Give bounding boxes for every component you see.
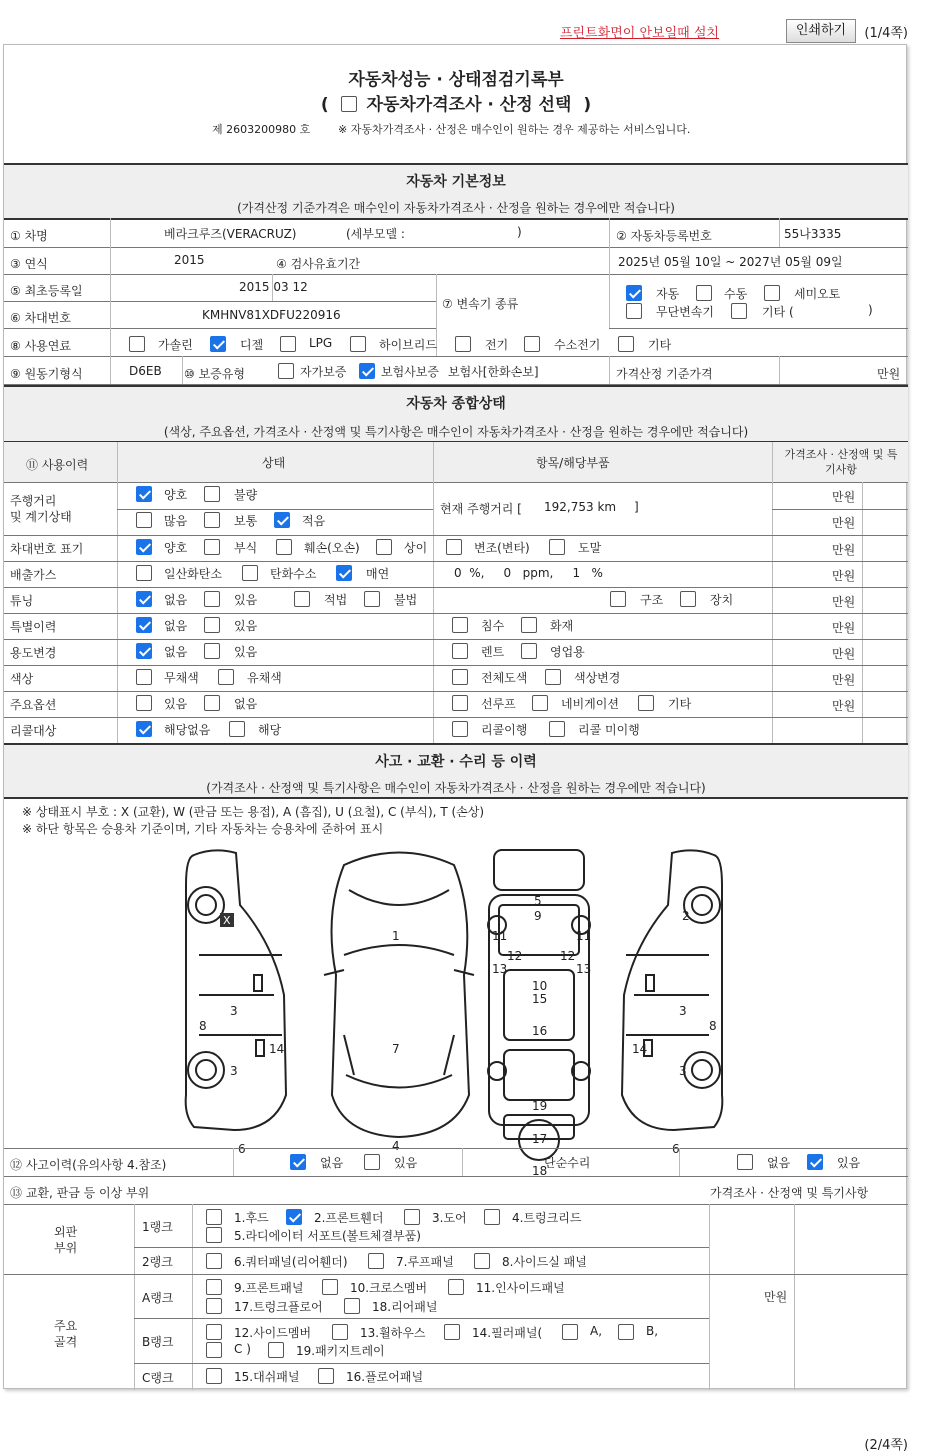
engine-type-value: D6EB [129, 364, 162, 378]
svg-text:16: 16 [532, 1024, 548, 1038]
fuel-diesel-label: 디젤 [240, 338, 264, 352]
special-exist-checkbox[interactable] [204, 617, 220, 633]
svg-text:8: 8 [199, 1019, 207, 1033]
simple-none-checkbox[interactable] [737, 1154, 753, 1170]
part-pillar-checkbox[interactable] [444, 1324, 460, 1340]
color-change-checkbox[interactable] [545, 669, 561, 685]
emission-hc-checkbox[interactable] [242, 565, 258, 581]
svg-text:11: 11 [492, 929, 508, 943]
accident-none-label: 없음 [320, 1156, 344, 1170]
tuning-legal-label: 적법 [324, 593, 348, 607]
vin-painted-label: 도말 [578, 541, 602, 555]
meter-bad-checkbox[interactable] [204, 486, 220, 502]
accident-title: 사고 · 교환 · 수리 등 이력 [375, 754, 537, 770]
rankC-label: C랭크 [142, 1371, 174, 1385]
outer-panel-label-2: 부위 [54, 1241, 78, 1255]
color-label: 색상 [10, 672, 34, 686]
tuning-none-checkbox[interactable] [136, 591, 152, 607]
color-achromatic-label: 무채색 [164, 671, 199, 685]
simple-repair-label: 단순수리 [544, 1156, 591, 1170]
emission-smoke-label: 매연 [366, 567, 390, 581]
trans-cvt-label: 무단변속기 [656, 305, 714, 319]
tuning-structure-label: 구조 [640, 593, 664, 607]
fuel-gasoline-label: 가솔린 [158, 338, 193, 352]
vin-corrosion-checkbox[interactable] [204, 539, 220, 555]
exchange-label: ⑬ 교환, 판금 등 이상 부위 [10, 1186, 150, 1200]
part-hood-label: 1.후드 [234, 1211, 269, 1225]
special-exist-label: 있음 [234, 619, 258, 633]
trans-manual-checkbox[interactable] [696, 285, 712, 301]
color-chromatic-checkbox[interactable] [218, 669, 234, 685]
usage-exist-checkbox[interactable] [204, 643, 220, 659]
basic-info-header [4, 163, 908, 218]
warranty-label: ⑩ 보증유형 [184, 367, 245, 381]
current-mileage-close: ] [634, 500, 639, 514]
option-exist-checkbox[interactable] [136, 695, 152, 711]
document-note: ※ 자동차가격조사 · 산정은 매수인이 원하는 경우 제공하는 서비스입니다. [338, 123, 691, 136]
vin-painted-checkbox[interactable] [549, 539, 565, 555]
part-crossmember-label: 10.크로스멤버 [350, 1281, 428, 1295]
option-exist-label: 있음 [164, 697, 188, 711]
svg-text:3: 3 [230, 1064, 238, 1078]
recall-notdone-label: 리콜 미이행 [578, 723, 640, 737]
special-fire-checkbox[interactable] [521, 617, 537, 633]
rankB-label: B랭크 [142, 1335, 174, 1349]
usage-price: 만원 [832, 647, 856, 661]
meter-bad-label: 불량 [234, 488, 258, 502]
model-year-value: 2015 [174, 253, 205, 267]
current-mileage-label: 현재 주행거리 [ [440, 502, 522, 516]
status-header [4, 385, 908, 441]
rank1-label: 1랭크 [142, 1220, 173, 1234]
svg-text:15: 15 [532, 992, 548, 1006]
part-pillar-label: 14.필러패널( [472, 1326, 543, 1340]
recall-done-label: 리콜이행 [481, 723, 528, 737]
mileage-normal-label: 보통 [234, 514, 258, 528]
part-trunk-checkbox[interactable] [484, 1209, 500, 1225]
car-name-value: 베라크루즈(VERACRUZ) [164, 227, 297, 241]
simple-exist-checkbox[interactable] [807, 1154, 823, 1170]
svg-text:3: 3 [679, 1004, 687, 1018]
svg-text:13: 13 [576, 962, 592, 976]
part-fender-checkbox[interactable] [286, 1209, 302, 1225]
svg-text:6: 6 [672, 1142, 680, 1156]
detail-model-label: (세부모델 : [346, 227, 405, 241]
tuning-exist-label: 있음 [234, 593, 258, 607]
option-none-label: 없음 [234, 697, 258, 711]
meter-good-label: 양호 [164, 488, 188, 502]
emission-values: 0 %, 0 ppm, 1 % [454, 566, 603, 580]
trans-other-label: 기타 ( [762, 305, 794, 319]
warranty-self-checkbox[interactable] [278, 363, 294, 379]
inspection-sheet [3, 44, 907, 1389]
mileage-few-checkbox[interactable] [274, 512, 290, 528]
subtitle-open: ( [320, 95, 329, 115]
color-chromatic-label: 유채색 [247, 671, 282, 685]
special-fire-label: 화재 [550, 619, 574, 633]
status-legend: ※ 상태표시 부호 : X (교환), W (판금 또는 용접), A (흠집), U (요철), C (부식), T (손상) [22, 805, 485, 819]
accident-none-checkbox[interactable] [290, 1154, 306, 1170]
part-hood-checkbox[interactable] [206, 1209, 222, 1225]
simple-exist-label: 있음 [837, 1156, 861, 1170]
reg-number-value: 55나3335 [784, 227, 842, 241]
color-achromatic-checkbox[interactable] [136, 669, 152, 685]
document-title: 자동차성능 · 상태점검기록부 [348, 70, 564, 90]
recall-done-checkbox[interactable] [452, 721, 468, 737]
fuel-hybrid-label: 하이브리드 [379, 338, 437, 352]
svg-text:5: 5 [534, 894, 542, 908]
tuning-label: 튜닝 [10, 594, 34, 608]
trans-other-checkbox[interactable] [731, 303, 747, 319]
mileage-label-1: 주행거리 [10, 494, 57, 508]
part-sidesill-checkbox[interactable] [474, 1253, 490, 1269]
col-item: 항목/해당부품 [536, 456, 610, 470]
svg-text:19: 19 [532, 1099, 548, 1113]
part-dash-label: 15.대쉬패널 [234, 1370, 300, 1384]
exchange-price-head: 가격조사 · 산정액 및 특기사항 [710, 1186, 869, 1200]
mileage-price-2: 만원 [832, 516, 856, 530]
mileage-few-label: 적음 [302, 514, 326, 528]
emission-label: 배출가스 [10, 568, 57, 582]
option-other-label: 기타 [668, 697, 692, 711]
svg-text:3: 3 [679, 1064, 687, 1078]
color-fullpaint-label: 전체도색 [481, 671, 528, 685]
part-quarter-checkbox[interactable] [206, 1253, 222, 1269]
option-navi-checkbox[interactable] [532, 695, 548, 711]
svg-text:7: 7 [392, 1042, 400, 1056]
option-other-checkbox[interactable] [638, 695, 654, 711]
tuning-price: 만원 [832, 595, 856, 609]
usage-rent-label: 렌트 [481, 645, 505, 659]
part-sidemember-label: 12.사이드멤버 [234, 1326, 312, 1340]
accident-history-label: ⑫ 사고이력(유의사항 4.참조) [10, 1158, 167, 1172]
tuning-exist-checkbox[interactable] [204, 591, 220, 607]
svg-text:10: 10 [532, 979, 548, 993]
fuel-electric-label: 전기 [485, 338, 509, 352]
recall-none-label: 해당없음 [164, 723, 211, 737]
first-registration-label: ⑤ 최초등록일 [10, 284, 83, 298]
rank2-label: 2랭크 [142, 1255, 173, 1269]
vin-price: 만원 [832, 543, 856, 557]
top-bar [0, 0, 930, 44]
insurer-name: 보험사[한화손보] [448, 365, 539, 379]
pillar-b-checkbox[interactable] [618, 1324, 634, 1340]
part-dash-checkbox[interactable] [206, 1368, 222, 1384]
col-state: 상태 [262, 456, 286, 470]
vin-damage-label: 훼손(오손) [304, 541, 360, 555]
part-fender-label: 2.프론트휀더 [314, 1211, 384, 1225]
emission-co-label: 일산화탄소 [164, 567, 222, 581]
warranty-insurer-label: 보험사보증 [381, 365, 439, 379]
fuel-lpg-checkbox[interactable] [280, 336, 296, 352]
trans-semi-checkbox[interactable] [764, 285, 780, 301]
usage-business-label: 영업용 [550, 645, 585, 659]
option-none-checkbox[interactable] [204, 695, 220, 711]
recall-label: 리콜대상 [10, 724, 57, 738]
part-door-label: 3.도어 [432, 1211, 467, 1225]
svg-text:6: 6 [238, 1142, 246, 1156]
fuel-diesel-checkbox[interactable] [210, 336, 226, 352]
tuning-legal-checkbox[interactable] [294, 591, 310, 607]
part-radiator-label: 5.라디에이터 서포트(볼트체결부품) [234, 1229, 421, 1243]
subtitle-close: ) [583, 95, 592, 115]
svg-text:9: 9 [534, 909, 542, 923]
subtitle-text: 자동차가격조사 · 산정 선택 [366, 95, 572, 115]
special-none-checkbox[interactable] [136, 617, 152, 633]
frame-label-2: 골격 [54, 1335, 78, 1349]
usage-rent-checkbox[interactable] [452, 643, 468, 659]
accident-exist-checkbox[interactable] [364, 1154, 380, 1170]
rankA-label: A랭크 [142, 1291, 174, 1305]
tuning-illegal-label: 불법 [394, 593, 418, 607]
usage-change-label: 용도변경 [10, 646, 57, 660]
mileage-many-checkbox[interactable] [136, 512, 152, 528]
print-button[interactable]: 인쇄하기 [786, 19, 856, 43]
detail-model-close: ) [517, 225, 522, 239]
part-sidemember-checkbox[interactable] [206, 1324, 222, 1340]
recall-applicable-checkbox[interactable] [229, 721, 245, 737]
status-sub: (색상, 주요옵션, 가격조사 · 산정액 및 특기사항은 매수인이 자동차가격조사 · 산정을 원하는 경우에만 적습니다) [163, 425, 749, 439]
warranty-self-label: 자가보증 [300, 365, 347, 379]
part-door-checkbox[interactable] [404, 1209, 420, 1225]
legend-note: ※ 하단 항목은 승용차 기준이며, 기타 자동차는 승용차에 준하여 표시 [22, 822, 384, 836]
part-floor-checkbox[interactable] [318, 1368, 334, 1384]
usage-business-checkbox[interactable] [521, 643, 537, 659]
svg-text:2: 2 [682, 909, 690, 923]
trans-other-close: ) [868, 303, 873, 317]
first-registration-value: 2015 03 12 [239, 280, 308, 294]
svg-text:12: 12 [507, 949, 523, 963]
svg-text:18: 18 [532, 1164, 548, 1178]
vin-label: ⑥ 차대번호 [10, 311, 71, 325]
car-name-label: ① 차명 [10, 229, 48, 243]
fuel-hybrid-checkbox[interactable] [350, 336, 366, 352]
frame-label-1: 주요 [54, 1319, 78, 1333]
part-wheelhouse-label: 13.휠하우스 [360, 1326, 426, 1340]
vin-good-checkbox[interactable] [136, 539, 152, 555]
svg-text:13: 13 [492, 962, 508, 976]
mileage-price-1: 만원 [832, 490, 856, 504]
part-frontpanel-checkbox[interactable] [206, 1279, 222, 1295]
pillar-a-label: A, [590, 1324, 603, 1338]
fuel-hydrogen-label: 수소전기 [554, 338, 601, 352]
trans-cvt-checkbox[interactable] [626, 303, 642, 319]
special-flood-checkbox[interactable] [452, 617, 468, 633]
part-radiator-checkbox[interactable] [206, 1227, 222, 1243]
emission-co-checkbox[interactable] [136, 565, 152, 581]
part-insidepanel-checkbox[interactable] [448, 1279, 464, 1295]
tuning-device-label: 장치 [710, 593, 734, 607]
svg-text:12: 12 [560, 949, 576, 963]
part-frontpanel-label: 9.프론트패널 [234, 1281, 304, 1295]
status-title: 자동차 종합상태 [406, 396, 506, 412]
accident-exist-label: 있음 [394, 1156, 418, 1170]
fuel-other-label: 기타 [648, 338, 672, 352]
vin-damage-checkbox[interactable] [276, 539, 292, 555]
outer-panel-label-1: 외판 [54, 1225, 78, 1239]
inspection-validity-label: ④ 검사유효기간 [276, 257, 361, 271]
engine-type-label: ⑨ 원동기형식 [10, 367, 83, 381]
fuel-electric-checkbox[interactable] [455, 336, 471, 352]
part-roof-checkbox[interactable] [368, 1253, 384, 1269]
page-number: (1/4쪽) [864, 26, 908, 41]
transmission-label: ⑦ 변속기 종류 [442, 297, 519, 311]
part-rearpanel-label: 18.리어패널 [372, 1300, 438, 1314]
tuning-device-checkbox[interactable] [680, 591, 696, 607]
trans-auto-label: 자동 [656, 287, 680, 301]
pillar-c-label: C ) [234, 1342, 251, 1356]
base-price-unit: 만원 [877, 367, 901, 381]
special-price: 만원 [832, 621, 856, 635]
vin-altered-label: 변조(변타) [474, 541, 530, 555]
part-roof-label: 7.루프패널 [396, 1255, 454, 1269]
special-flood-label: 침수 [481, 619, 505, 633]
svg-text:11: 11 [576, 929, 592, 943]
vin-mismatch-label: 상이 [404, 541, 428, 555]
svg-text:14: 14 [632, 1042, 648, 1056]
svg-text:3: 3 [230, 1004, 238, 1018]
svg-text:8: 8 [709, 1019, 717, 1033]
recall-applicable-label: 해당 [258, 723, 282, 737]
current-mileage-value: 192,753 km [544, 500, 617, 514]
accident-header [4, 743, 908, 797]
fuel-gasoline-checkbox[interactable] [129, 336, 145, 352]
part-quarter-label: 6.쿼터패널(리어휀더) [234, 1255, 348, 1269]
part-insidepanel-label: 11.인사이드패널 [476, 1281, 565, 1295]
mileage-normal-checkbox[interactable] [204, 512, 220, 528]
fuel-label: ⑧ 사용연료 [10, 339, 71, 353]
color-price: 만원 [832, 673, 856, 687]
part-crossmember-checkbox[interactable] [322, 1279, 338, 1295]
part-trunkfloor-checkbox[interactable] [206, 1298, 222, 1314]
price-assessment-checkbox[interactable] [341, 96, 357, 112]
fuel-lpg-label: LPG [309, 336, 333, 350]
tuning-illegal-checkbox[interactable] [364, 591, 380, 607]
color-fullpaint-checkbox[interactable] [452, 669, 468, 685]
option-sunroof-label: 선루프 [481, 697, 516, 711]
recall-none-checkbox[interactable] [136, 721, 152, 737]
color-change-label: 색상변경 [574, 671, 621, 685]
meter-good-checkbox[interactable] [136, 486, 152, 502]
print-install-link[interactable]: 프린트화면이 안보일때 설치 [560, 26, 719, 41]
vin-corrosion-label: 부식 [234, 541, 258, 555]
vin-mismatch-checkbox[interactable] [376, 539, 392, 555]
reg-number-label: ② 자동차등록번호 [616, 229, 712, 243]
fuel-hydrogen-checkbox[interactable] [524, 336, 540, 352]
warranty-insurer-checkbox[interactable] [359, 363, 375, 379]
svg-text:X: X [223, 914, 231, 927]
model-year-label: ③ 연식 [10, 257, 48, 271]
svg-text:1: 1 [392, 929, 400, 943]
part-trunk-label: 4.트렁크리드 [512, 1211, 582, 1225]
mileage-many-label: 많음 [164, 514, 188, 528]
part-rearpanel-checkbox[interactable] [344, 1298, 360, 1314]
part-floor-label: 16.플로어패널 [346, 1370, 424, 1384]
mileage-label-2: 및 계기상태 [10, 510, 72, 524]
main-option-label: 주요옵션 [10, 698, 57, 712]
part-wheelhouse-checkbox[interactable] [332, 1324, 348, 1340]
tuning-structure-checkbox[interactable] [610, 591, 626, 607]
trans-semi-label: 세미오토 [794, 287, 841, 301]
special-none-label: 없음 [164, 619, 188, 633]
usage-none-checkbox[interactable] [136, 643, 152, 659]
option-navi-label: 네비게이션 [561, 697, 619, 711]
accident-sub: (가격조사 · 산정액 및 특기사항은 매수인이 자동차가격조사 · 산정을 원하는 경우에만 적습니다) [206, 781, 706, 795]
special-history-label: 특별이력 [10, 620, 57, 634]
simple-none-label: 없음 [767, 1156, 791, 1170]
part-package-label: 19.패키지트레이 [296, 1344, 385, 1358]
pillar-c-checkbox[interactable] [206, 1342, 222, 1358]
col-price: 가격조사 · 산정액 및 특기사항 [784, 448, 898, 476]
page-number-2: (2/4쪽) [864, 1438, 908, 1453]
part-package-checkbox[interactable] [268, 1342, 284, 1358]
vin-mark-label: 차대번호 표기 [10, 542, 84, 556]
part-trunkfloor-label: 17.트렁크플로어 [234, 1300, 323, 1314]
option-sunroof-checkbox[interactable] [452, 695, 468, 711]
pillar-a-checkbox[interactable] [562, 1324, 578, 1340]
document-subtitle [4, 90, 908, 115]
exchange-price-unit: 만원 [764, 1290, 788, 1304]
option-price: 만원 [832, 699, 856, 713]
part-sidesill-label: 8.사이드실 패널 [502, 1255, 587, 1269]
recall-notdone-checkbox[interactable] [549, 721, 565, 737]
trans-manual-label: 수동 [724, 287, 748, 301]
pillar-b-label: B, [646, 1324, 659, 1338]
col-history: ⑪ 사용이력 [26, 458, 89, 472]
trans-auto-checkbox[interactable] [626, 285, 642, 301]
usage-exist-label: 있음 [234, 645, 258, 659]
fuel-other-checkbox[interactable] [618, 336, 634, 352]
basic-info-sub: (가격산정 기준가격은 매수인이 자동차가격조사 · 산정을 원하는 경우에만 적습니다) [237, 201, 675, 215]
svg-text:4: 4 [392, 1139, 400, 1153]
document-number: 제 2603200980 호 [212, 123, 311, 136]
emission-hc-label: 탄화수소 [270, 567, 317, 581]
emission-price: 만원 [832, 569, 856, 583]
svg-text:17: 17 [532, 1132, 548, 1146]
basic-info-title: 자동차 기본정보 [406, 174, 506, 190]
emission-smoke-checkbox[interactable] [336, 565, 352, 581]
usage-none-label: 없음 [164, 645, 188, 659]
tuning-none-label: 없음 [164, 593, 188, 607]
vin-value: KMHNV81XDFU220916 [202, 308, 341, 322]
base-price-label: 가격산정 기준가격 [616, 367, 713, 381]
vin-altered-checkbox[interactable] [446, 539, 462, 555]
svg-text:14: 14 [269, 1042, 285, 1056]
vin-good-label: 양호 [164, 541, 188, 555]
inspection-validity-value: 2025년 05월 10일 ~ 2027년 05월 09일 [618, 255, 843, 269]
